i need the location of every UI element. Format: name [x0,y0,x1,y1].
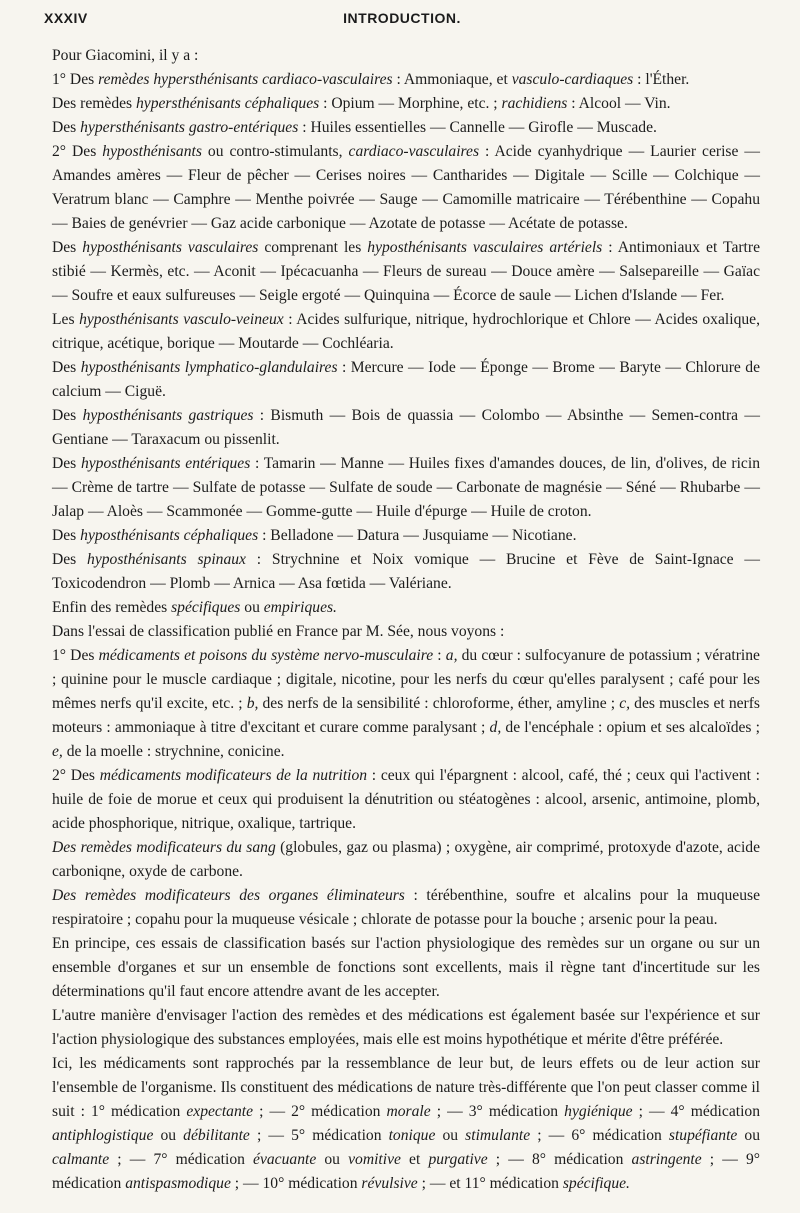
italic-run: hypersthénisants gastro-entériques [80,119,299,136]
italic-run: vomitive [348,1151,401,1168]
text-run: : Acides sulfurique, nitrique, hydrochlorique et Chlore — Acides oxalique, citrique, acétique, borique — Moutarde — Cochléaria. [52,311,760,352]
paragraph [52,1052,760,1196]
text-run: ; — 7° médication [109,1151,254,1168]
italic-run: c, [619,695,631,712]
text-run: : Strychnine et Noix vomique — Brucine et Fève de Saint-Ignace — Toxicodendron — Plomb — Arnica — Asa fœtida — Valériane. [52,551,760,592]
text-run: Les [52,311,80,328]
text-run: Des [52,407,83,424]
paragraph [52,620,760,644]
italic-run: antispasmodique [125,1175,231,1192]
text-run: 1° Des [52,71,99,88]
paragraph [52,884,760,932]
text-run: : térébenthine, soufre et alcalins pour la muqueuse respiratoire ; copahu pour la muqueuse vésicale ; chlorate de potasse pour la bouche ; arsenic pour la peau. [52,887,760,928]
text-run: Pour Giacomini, il y a : [52,47,199,64]
text-run: des muscles et nerfs moteurs : ammoniaque à titre d'excitant et curare comme paralysant ; [52,695,760,736]
text-run: Des [52,359,81,376]
italic-run: rachidiens [501,95,568,112]
text-run: ou [737,1127,761,1144]
page-body [52,44,760,1196]
text-run: : Alcool — Vin. [567,95,671,112]
italic-run: stimulante [465,1127,531,1144]
paragraph [52,932,760,1004]
italic-run: hyposthénisants vasculaires [82,239,259,256]
paragraph [52,356,760,404]
paragraph [52,764,760,836]
italic-run: hyposthénisants lymphatico-glandulaires [80,359,338,376]
paragraph [52,236,760,308]
paragraph [52,524,760,548]
text-run: ou [153,1127,184,1144]
paragraph [52,44,760,68]
text-run: 1° Des [52,647,99,664]
italic-run: empiriques. [263,599,337,616]
italic-run: hyposthénisants entériques [80,455,251,472]
text-run: ; — 4° médication [632,1103,760,1120]
text-run: : Antimoniaux et Tartre stibié — Kermès, etc. — Aconit — Ipécacuanha — Fleurs de sureau — Douce amère — Salsepareille — Gaïac — Soufre et eaux sulfureuses — Seigle ergoté — Quinquina — Écorce de saule — Lichen d'Islande — Fer. [52,239,760,304]
text-run: L'autre manière d'envisager l'action des remèdes et des médications est également basée sur l'expérience et sur l'action physiologique des substances employées, mais elle est moins hypothétique et mérite d'être préférée. [52,1007,760,1048]
italic-run: stupéfiante [668,1127,738,1144]
paragraph [52,308,760,356]
paragraph [52,404,760,452]
text-run: ou [316,1151,349,1168]
italic-run: hyposthénisants [102,143,202,160]
text-run: de l'encéphale : opium et ses alcaloïdes ; [501,719,760,736]
text-run: Enfin des remèdes [52,599,172,616]
italic-run: tonique [388,1127,436,1144]
italic-run: remèdes hypersthénisants cardiaco-vasculaires [98,71,393,88]
text-run: ; — 6° médication [530,1127,669,1144]
italic-run: a, [445,647,458,664]
italic-run: hypersthénisants céphaliques [136,95,320,112]
italic-run: spécifiques [171,599,241,616]
text-run: ; — 9° médication [52,1151,761,1192]
text-run: ou contro-stimulants, [201,143,349,160]
italic-run: antiphlogistique [52,1127,154,1144]
italic-run: purgative [428,1151,488,1168]
paragraph [52,596,760,620]
page-number: XXXIV [44,10,88,26]
italic-run: spécifique. [562,1175,630,1192]
text-run: : Tamarin — Manne — Huiles fixes d'amandes douces, de lin, d'olives, de ricin — Crème de tartre — Sulfate de potasse — Sulfate de soude — Carbonate de magnésie — Séné — Rhubarbe — Jalap — Aloès — Scammonée — Gomme-gutte — Huile d'épurge — Huile de croton. [52,455,760,520]
text-run: (globules, gaz ou plasma) ; oxygène, air comprimé, protoxyde d'azote, acide carboniqne, oxyde de carbone. [52,839,760,880]
italic-run: hyposthénisants spinaux [87,551,246,568]
text-run: et [400,1151,429,1168]
text-run: ; — 2° médication [253,1103,387,1120]
running-head [44,10,760,32]
text-run: Ici, les médicaments sont rapprochés par la ressemblance de leur but, de leurs effets ou de leur action sur l'ensemble de l'organisme. Ils constituent des médications de nature très-différente que l'on peut classer comme il suit : 1° médication [52,1055,760,1120]
paragraph [52,92,760,116]
paragraph [52,644,760,764]
italic-run: vasculo-cardiaques [511,71,634,88]
text-run: ; — 3° médication [430,1103,565,1120]
italic-run: b, [246,695,259,712]
italic-run: Des remèdes modificateurs des organes éliminateurs [52,887,405,904]
text-run: de la moelle : strychnine, conicine. [62,743,285,760]
paragraph [52,68,760,92]
italic-run: cardiaco-vasculaires [348,143,480,160]
text-run: : l'Éther. [633,71,690,88]
text-run: Des [52,119,81,136]
paragraph [52,1004,760,1052]
italic-run: astringente [631,1151,702,1168]
italic-run: expectante [186,1103,254,1120]
text-run: ou [435,1127,466,1144]
text-run: comprenant les [258,239,368,256]
italic-run: hyposthénisants vasculaires artériels [367,239,603,256]
text-run: Des [52,551,88,568]
text-run: : Mercure — Iode — Éponge — Brome — Baryte — Chlorure de calcium — Ciguë. [52,359,760,400]
text-run: Des [52,239,83,256]
text-run: Dans l'essai de classification publié en France par M. Sée, nous voyons : [52,623,505,640]
italic-run: calmante [52,1151,110,1168]
text-run: 2° Des [52,767,100,784]
text-run: : [433,647,446,664]
italic-run: hygiénique [564,1103,633,1120]
text-run: : Huiles essentielles — Cannelle — Girofle — Muscade. [298,119,657,136]
text-run: ; — 8° médication [487,1151,632,1168]
paragraph [52,140,760,236]
paragraph [52,836,760,884]
text-run: ; — 5° médication [249,1127,389,1144]
italic-run: hyposthénisants gastriques [82,407,254,424]
text-run: Des [52,455,81,472]
text-run: En principe, ces essais de classification basés sur l'action physiologique des remèdes sur un organe ou sur un ensemble d'organes et sur un ensemble de fonctions sont excellents, mais il règne tant d'incertitude sur les déterminations qu'il faut encore attendre avant de les accepter. [52,935,760,1000]
text-run: Des remèdes [52,95,136,112]
italic-run: hyposthénisants vasculo-veineux [79,311,284,328]
text-run: du cœur : sulfocyanure de potassium ; vératrine ; quinine pour le muscle cardiaque ; digitale, nicotine, pour les nerfs du cœur qu'elles paralysent ; café pour les mêmes nerfs qu'il excite, etc. ; [52,647,760,712]
italic-run: hyposthénisants céphaliques [80,527,259,544]
text-run: : Acide cyanhydrique — Laurier cerise — Amandes amères — Fleur de pêcher — Cerises noires — Cantharides — Digitale — Scille — Colchique — Veratrum blanc — Camphre — Menthe poivrée — Sauge — Camomille matricaire — Térébenthine — Copahu — Baies de genévrier — Gaz acide carbonique — Azotate de potasse — Acétate de potasse. [52,143,760,232]
text-run: : Opium — Morphine, etc. ; [319,95,502,112]
paragraph [52,116,760,140]
italic-run: morale [386,1103,431,1120]
text-run: : Belladone — Datura — Jusquiame — Nicotiane. [258,527,577,544]
italic-run: évacuante [253,1151,317,1168]
text-run: ; — 10° médication [230,1175,362,1192]
italic-run: révulsive [361,1175,418,1192]
text-run: : ceux qui l'épargnent : alcool, café, thé ; ceux qui l'activent : huile de foie de morue et ceux qui produisent la dénutrition ou stéatogènes : alcool, arsenic, antimoine, plomb, acide phosphorique, nitrique, oxalique, tartrique. [52,767,760,832]
italic-run: médicaments et poisons du système nervo-musculaire [98,647,434,664]
paragraph [52,548,760,596]
text-run: ou [240,599,264,616]
text-run: Des [52,527,81,544]
text-run: 2° Des [52,143,103,160]
italic-run: médicaments modificateurs de la nutrition [99,767,368,784]
paragraph [52,452,760,524]
italic-run: d, [489,719,502,736]
text-run: : Ammoniaque, et [392,71,512,88]
italic-run: Des remèdes modificateurs du sang [52,839,276,856]
running-title: INTRODUCTION. [343,10,461,26]
italic-run: débilitante [183,1127,250,1144]
text-run: ; — et 11° médication [417,1175,563,1192]
text-run: : Bismuth — Bois de quassia — Colombo — Absinthe — Semen-contra — Gentiane — Taraxacum ou pissenlit. [52,407,760,448]
text-run: des nerfs de la sensibilité : chloroforme, éther, amyline ; [258,695,620,712]
italic-run: e, [52,743,63,760]
